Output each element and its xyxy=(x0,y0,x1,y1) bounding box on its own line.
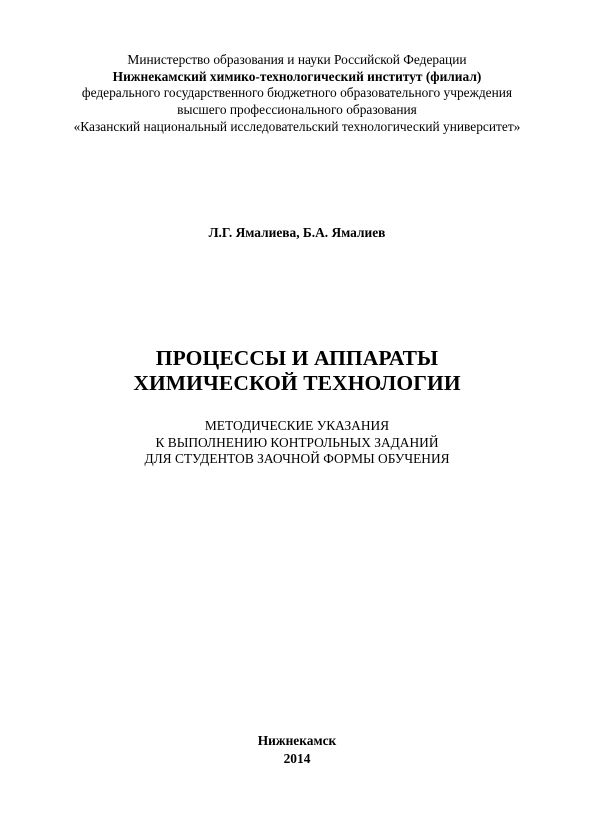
document-subtitle xyxy=(0,418,594,468)
institute-line: Нижнекамский химико-технологический институт (филиал) xyxy=(112,68,482,84)
subtitle-line-3: ДЛЯ СТУДЕНТОВ ЗАОЧНОЙ ФОРМЫ ОБУЧЕНИЯ xyxy=(144,451,450,466)
subtitle-line-1: МЕТОДИЧЕСКИЕ УКАЗАНИЯ xyxy=(204,418,390,433)
subtitle-line-2: К ВЫПОЛНЕНИЮ КОНТРОЛЬНЫХ ЗАДАНИЙ xyxy=(155,434,439,450)
higher-education-line: высшего профессионального образования xyxy=(177,102,417,118)
city-line: Нижнекамск xyxy=(257,733,337,748)
title-line-1: ПРОЦЕССЫ И АППАРАТЫ xyxy=(155,346,439,370)
authors-line: Л.Г. Ямалиева, Б.А. Ямалиев xyxy=(208,225,386,240)
imprint xyxy=(0,732,594,767)
institution-header xyxy=(0,52,594,136)
year-line: 2014 xyxy=(283,750,311,766)
ministry-line: Министерство образования и науки Российской Федерации xyxy=(127,52,467,67)
title-line-2: ХИМИЧЕСКОЙ ТЕХНОЛОГИИ xyxy=(133,371,461,395)
document-title xyxy=(0,346,594,396)
federal-line: федерального государственного бюджетного образовательного учреждения xyxy=(81,85,513,101)
university-line: «Казанский национальный исследовательский технологический университет» xyxy=(73,118,521,134)
authors xyxy=(0,224,594,241)
